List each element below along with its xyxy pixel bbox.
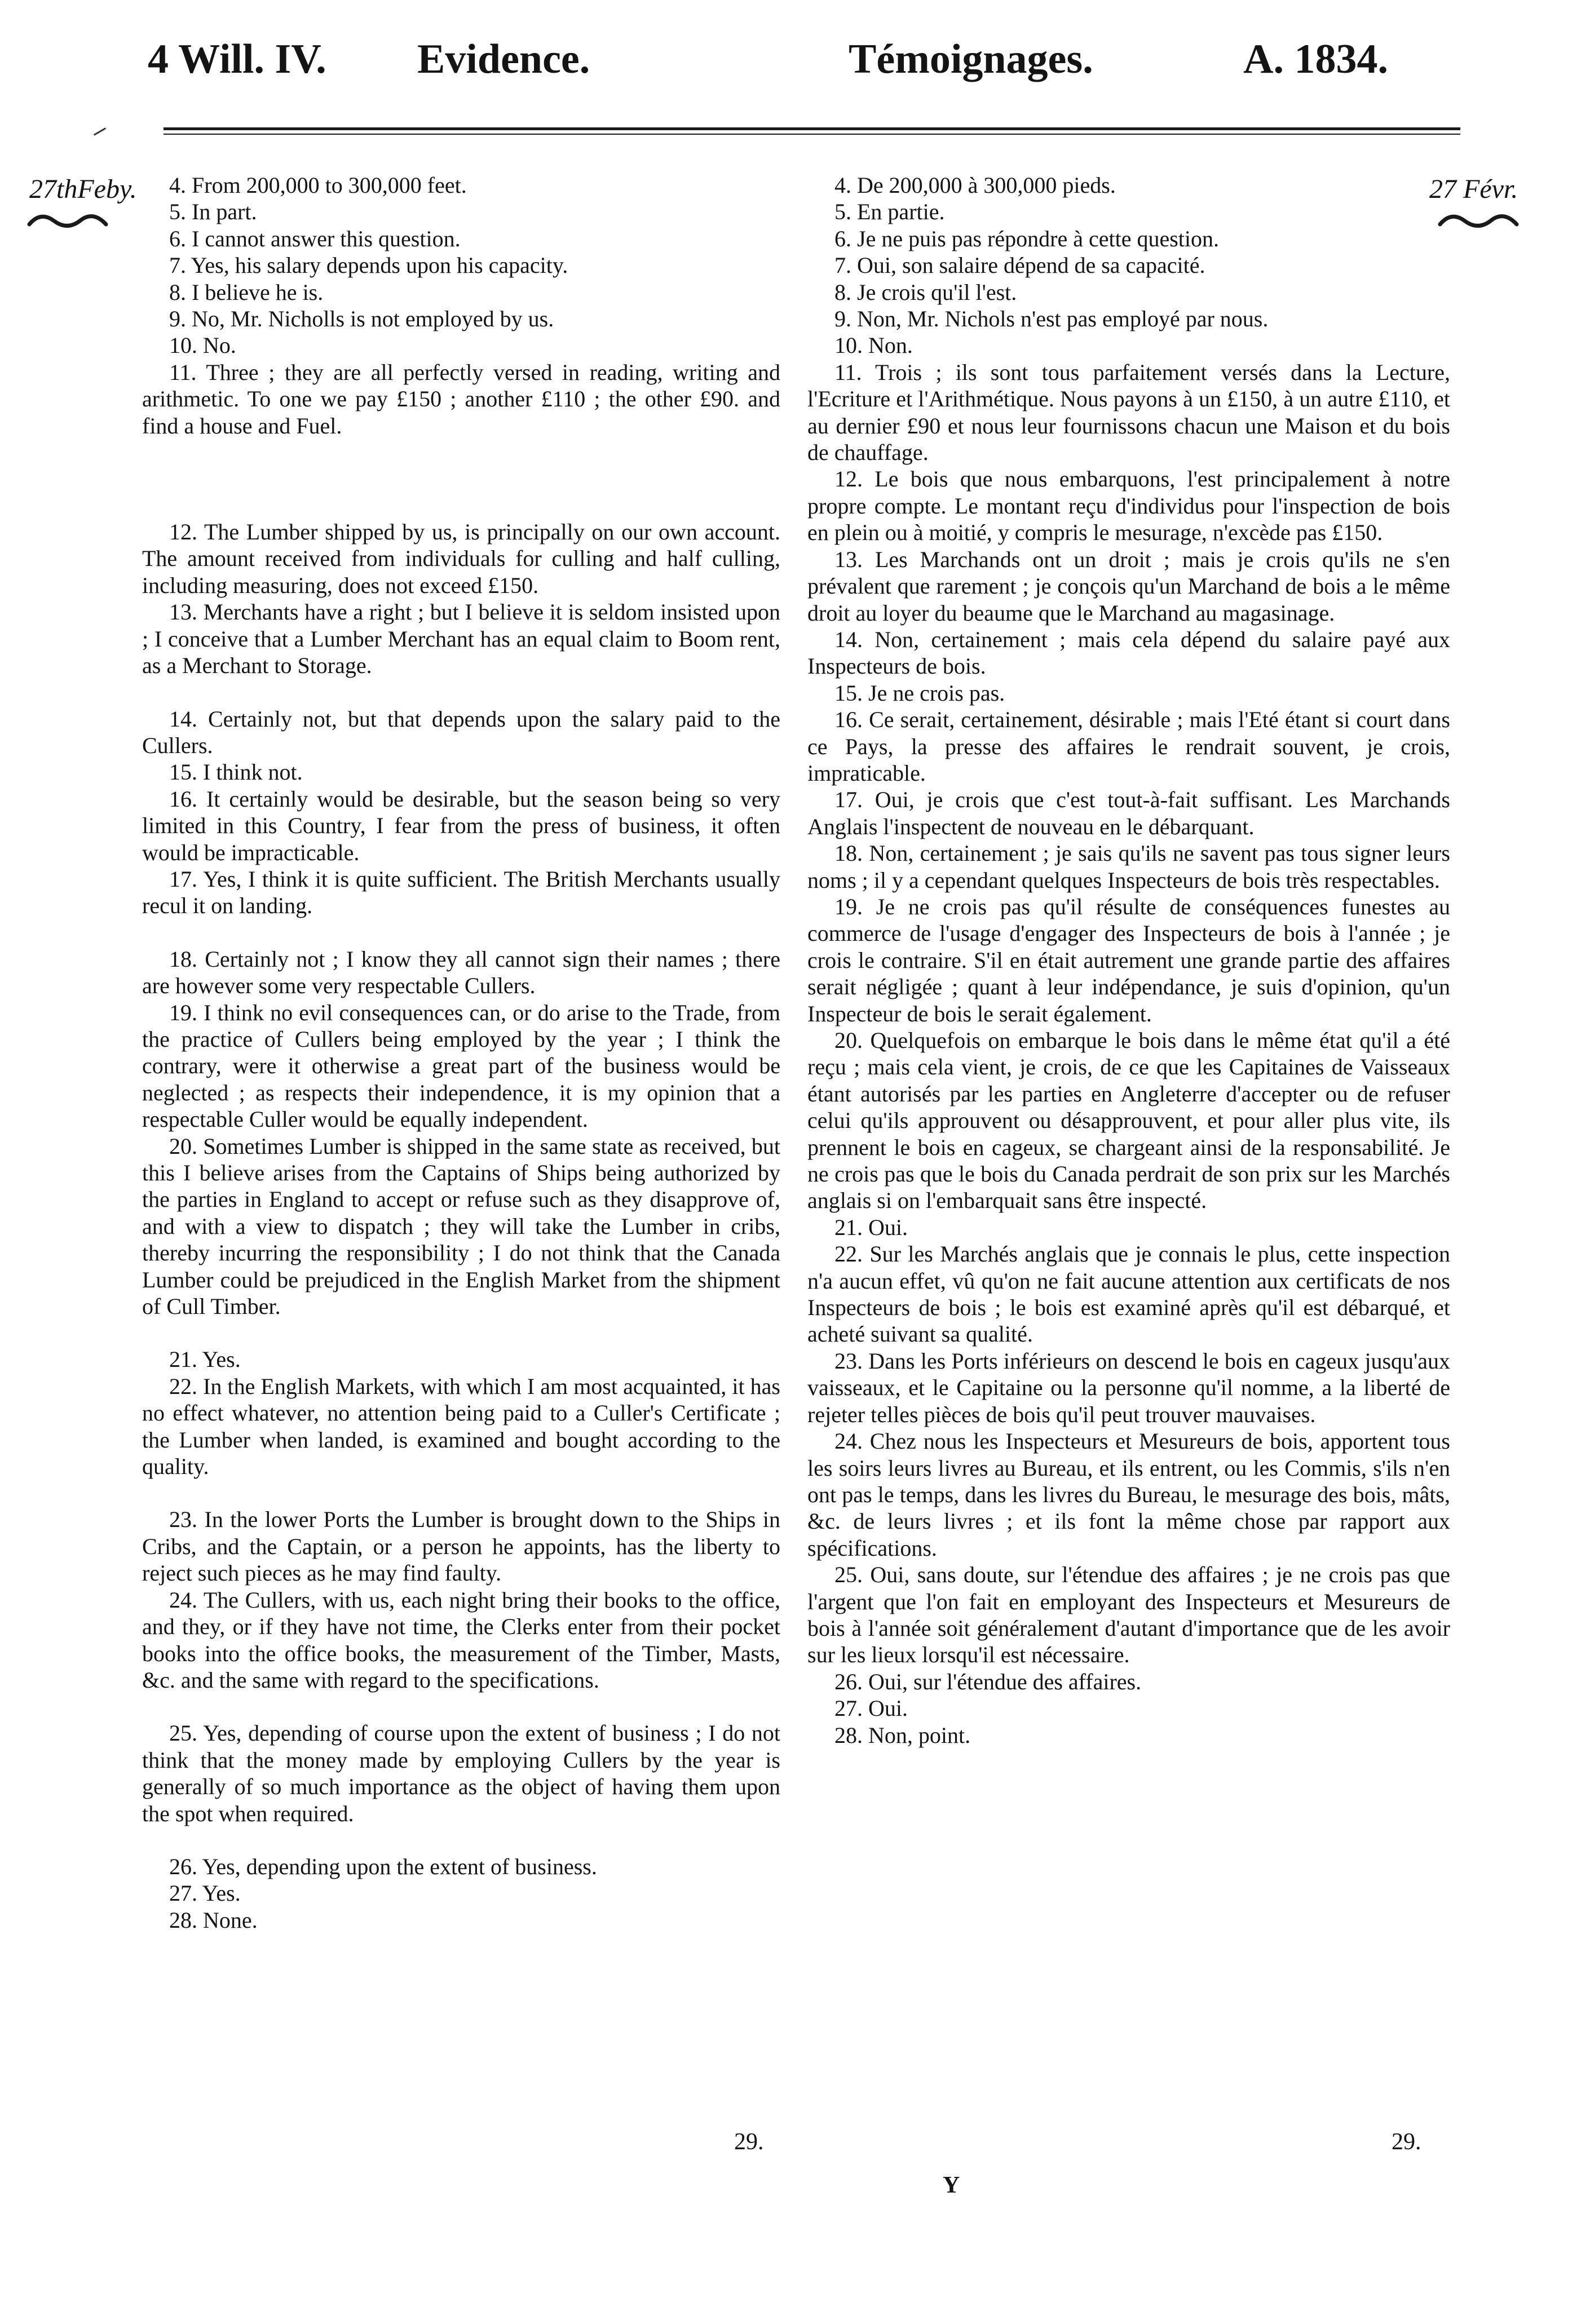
answer-12-en: 12. The Lumber shipped by us, is principally on our own account. The amount received from individuals for culling and half culling, including measuring, does not exceed £150. [142, 519, 780, 598]
answer-6-fr: 6. Je ne puis pas répondre à cette question. [834, 225, 1220, 251]
answer-24-en: 24. The Cullers, with us, each night bring their books to the office, and they, or if they have not time, the Clerks enter from their pocket books into the office books, the measurement of the Timber, Masts, &c. and the same with regard to the specifications. [142, 1587, 780, 1693]
margin-date-english: 27thFeby. [29, 174, 137, 204]
answer-19-fr: 19. Je ne crois pas qu'il résulte de conséquences funestes au commerce de l'usage d'engager des Inspecteurs de bois à l'année ; je crois le contraire. S'il en était autrement une grande partie des affaires serait négligée ; quant à leur indépendance, je suis d'opinion, qu'un Inspecteur de bois le serait également. [807, 893, 1450, 1026]
answer-26-fr: 26. Oui, sur l'étendue des affaires. [834, 1668, 1142, 1694]
answer-11-fr: 11. Trois ; ils sont tous parfaitement versés dans la Lecture, l'Ecriture et l'Arithmétique. Nous payons à un £150, à un autre £110, et au dernier £90 et nous leur fournissons chacun une Maison et du bois de chauffage. [807, 359, 1450, 466]
header-reign: 4 Will. IV. [148, 36, 326, 82]
answer-18-fr: 18. Non, certainement ; je sais qu'ils ne savent pas tous signer leurs noms ; il y a cependant quelques Inspecteurs de bois très respectables. [807, 840, 1450, 893]
answer-5-fr: 5. En partie. [834, 199, 945, 225]
signature-mark: Y [943, 2172, 960, 2198]
answer-17-en: 17. Yes, I think it is quite sufficient. The British Merchants usually recul it on landing. [142, 866, 780, 919]
french-column [807, 172, 1450, 1748]
answer-10-fr: 10. Non. [834, 333, 913, 358]
answer-10-en: 10. No. [169, 333, 236, 358]
answer-12-fr: 12. Le bois que nous embarquons, l'est principalement à notre propre compte. Le montant reçu d'individus pour l'inspection de bois en plein ou à moitié, y compris le mesurage, n'excède pas £150. [807, 466, 1450, 546]
answer-28-en: 28. None. [169, 1907, 258, 1933]
margin-date-french: 27 Févr. [1429, 174, 1518, 204]
answer-21-fr: 21. Oui. [834, 1214, 908, 1240]
answer-17-fr: 17. Oui, je crois que c'est tout-à-fait suffisant. Les Marchands Anglais l'inspectent de nouveau en le débarquant. [807, 787, 1450, 839]
answer-8-en: 8. I believe he is. [169, 279, 324, 305]
answer-23-fr: 23. Dans les Ports inférieurs on descend le bois en cageux jusqu'aux vaisseaux, et le Capitaine ou la personne qu'il nomme, a la liberté de rejeter telles pièces de bois qu'il peut trouver mauvaises. [807, 1348, 1450, 1427]
answer-4-en: 4. From 200,000 to 300,000 feet. [169, 172, 467, 198]
header-rule-thin [164, 134, 1460, 135]
answer-16-en: 16. It certainly would be desirable, but the season being so very limited in this Country, I fear from the press of business, it often would be impracticable. [142, 786, 780, 865]
answer-14-en: 14. Certainly not, but that depends upon the salary paid to the Cullers. [142, 706, 780, 758]
catchword-french: 29. [1392, 2129, 1421, 2155]
answer-20-fr: 20. Quelquefois on embarque le bois dans le même état qu'il a été reçu ; mais cela vient, je crois, de ce que les Capitaines de Vaisseaux étant autorisés par les parties en Angleterre d'accepter ou de refuser celui qu'ils approuvent ou désapprouvent, et pour aller plus vite, ils prennent le bois en cageux, se chargeant ainsi de la responsabilité. Je ne crois pas que le bois du Canada perdrait de son prix sur les Marchés anglais si on l'embarquait sans être inspecté. [807, 1028, 1450, 1214]
answer-9-en: 9. No, Mr. Nicholls is not employed by us. [169, 306, 554, 332]
catchword-english: 29. [734, 2129, 764, 2155]
stray-mark [94, 127, 106, 136]
answer-7-fr: 7. Oui, son salaire dépend de sa capacité. [834, 253, 1205, 278]
answer-15-fr: 15. Je ne crois pas. [834, 680, 1005, 706]
answer-13-en: 13. Merchants have a right ; but I believe it is seldom insisted upon ; I conceive that a Lumber Merchant has an equal claim to Boom rent, as a Merchant to Storage. [142, 599, 780, 679]
answer-18-en: 18. Certainly not ; I know they all cannot sign their names ; there are however some very respectable Cullers. [142, 946, 780, 999]
answer-23-en: 23. In the lower Ports the Lumber is brought down to the Ships in Cribs, and the Captain, or a person he appoints, has the liberty to reject such pieces as he may find faulty. [142, 1507, 780, 1586]
running-header [0, 34, 1590, 85]
answer-9-fr: 9. Non, Mr. Nichols n'est pas employé par nous. [834, 306, 1269, 332]
answer-24-fr: 24. Chez nous les Inspecteurs et Mesureurs de bois, apportent tous les soirs leurs livres au Bureau, et ils entrent, ou les Commis, s'ils n'en ont pas le temps, dans les livres du Bureau, le mesurage des bois, mâts, &c. de leurs livres ; et ils font la même chose par rapport aux spécifications. [807, 1428, 1450, 1561]
answer-22-en: 22. In the English Markets, with which I am most acquainted, it has no effect whatever, no attention being paid to a Culler's Certificate ; the Lumber when landed, is examined and bought according to the quality. [142, 1373, 780, 1480]
answer-27-fr: 27. Oui. [834, 1696, 908, 1721]
answer-6-en: 6. I cannot answer this question. [169, 225, 461, 251]
answer-15-en: 15. I think not. [169, 759, 303, 785]
answer-11-en: 11. Three ; they are all perfectly versed in reading, writing and arithmetic. To one we pay £150 ; another £110 ; the other £90. and find a house and Fuel. [142, 359, 780, 439]
answer-14-fr: 14. Non, certainement ; mais cela dépend du salaire payé aux Inspecteurs de bois. [807, 626, 1450, 679]
answer-27-en: 27. Yes. [169, 1880, 241, 1906]
english-column [142, 172, 780, 1933]
header-year: A. 1834. [1243, 36, 1388, 82]
answer-19-en: 19. I think no evil consequences can, or do arise to the Trade, from the practice of Cullers being employed by the year ; I think the contrary, were it otherwise a great part of the business would be neglected ; as respects their independence, it is my opinion that a respectable Culler would be equally independent. [142, 999, 780, 1132]
answer-13-fr: 13. Les Marchands ont un droit ; mais je crois qu'ils ne s'en prévalent que rarement ; je conçois qu'un Marchand de bois a le même droit au loyer du beaume que le Marchand au magasinage. [807, 546, 1450, 626]
answer-4-fr: 4. De 200,000 à 300,000 pieds. [834, 172, 1116, 198]
answer-21-en: 21. Yes. [169, 1347, 241, 1373]
answer-22-fr: 22. Sur les Marchés anglais que je connais le plus, cette inspection n'a aucun effet, vû qu'on ne fait aucune attention aux certificats de nos Inspecteurs de bois ; le bois est examiné après qu'il est débarqué, et acheté suivant sa qualité. [807, 1241, 1450, 1347]
answer-7-en: 7. Yes, his salary depends upon his capacity. [169, 253, 568, 278]
answer-25-en: 25. Yes, depending of course upon the extent of business ; I do not think that the money made by employing Cullers by the year is generally of so much importance as the object of having them upon the spot when required. [142, 1720, 780, 1826]
answer-5-en: 5. In part. [169, 199, 257, 225]
answer-20-en: 20. Sometimes Lumber is shipped in the same state as received, but this I believe arises from the Captains of Ships being authorized by the parties in England to accept or refuse such as they disapprove of, and with a view to dispatch ; they will take the Lumber in cribs, thereby incurring the responsibility ; I do not think that the Canada Lumber could be prejudiced in the English Market from the shipment of Cull Timber. [142, 1133, 780, 1320]
answer-26-en: 26. Yes, depending upon the extent of business. [169, 1853, 597, 1879]
header-rule-thick [164, 127, 1460, 130]
flourish-left-icon [27, 210, 109, 232]
answer-28-fr: 28. Non, point. [834, 1722, 971, 1748]
header-temoignages: Témoignages. [849, 36, 1093, 82]
answer-25-fr: 25. Oui, sans doute, sur l'étendue des affaires ; je ne crois pas que l'argent que l'on fait en employant des Inspecteurs et Mesureurs de bois à l'année soit généralement d'autant d'importance que de les avoir sur les lieux lorsqu'il est nécessaire. [807, 1562, 1450, 1668]
answer-8-fr: 8. Je crois qu'il l'est. [834, 279, 1017, 305]
header-evidence: Evidence. [417, 36, 590, 82]
answer-16-fr: 16. Ce serait, certainement, désirable ; mais l'Eté étant si court dans ce Pays, la presse des affaires le rendrait souvent, je crois, impraticable. [807, 707, 1450, 786]
